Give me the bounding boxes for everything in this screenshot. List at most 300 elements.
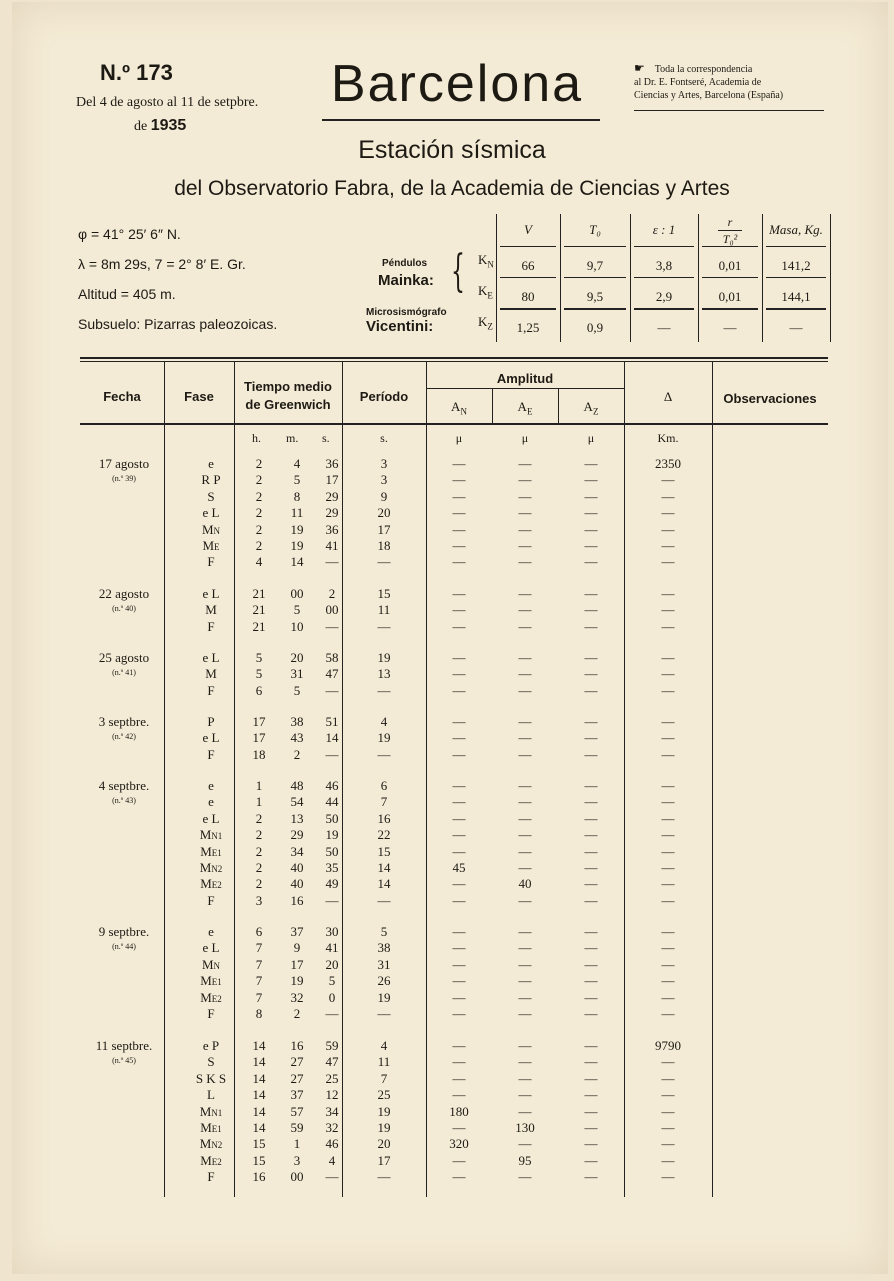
phase-sub: E2 xyxy=(211,994,222,1004)
component-sub: Z xyxy=(487,321,493,332)
cell-value: 6 xyxy=(255,683,263,698)
cell-value: 10 xyxy=(290,619,304,634)
cell-value: — xyxy=(584,893,598,908)
phase-letter: M xyxy=(200,876,212,891)
cell-value: — xyxy=(584,489,598,504)
phase-sub: E2 xyxy=(211,880,222,890)
amplitude-rule xyxy=(426,388,624,389)
cell-value: 2 xyxy=(255,876,263,891)
cell-value: — xyxy=(584,794,598,809)
cell-value: — xyxy=(452,538,466,553)
city-title: Barcelona xyxy=(330,55,584,113)
cell-value: 45 xyxy=(452,860,466,875)
cell-value: 00 xyxy=(325,602,339,617)
cell-value: 6 xyxy=(380,778,388,793)
phase-letter: M xyxy=(200,1120,212,1135)
brace: { xyxy=(451,246,465,297)
cell-value: 49 xyxy=(325,876,339,891)
cell-value: 17 xyxy=(290,957,304,972)
cell-value: 17 xyxy=(252,730,266,745)
cell-value: 2 xyxy=(255,827,263,842)
unit-az: μ xyxy=(587,431,595,445)
cell-value: 27 xyxy=(290,1071,304,1086)
correspondence-note xyxy=(634,62,854,102)
instr-value: — xyxy=(657,320,671,335)
cell-value: — xyxy=(661,876,675,891)
cell-value: — xyxy=(661,860,675,875)
correspondence-rule xyxy=(634,110,824,111)
cell-value: 14 xyxy=(252,1087,266,1102)
correspondence-line2: al Dr. E. Fontseré, Academia de xyxy=(634,77,762,88)
cell-value: 6 xyxy=(255,924,263,939)
cell-value: — xyxy=(661,778,675,793)
cell-value: 4 xyxy=(380,1038,388,1053)
cell-value: 14 xyxy=(252,1038,266,1053)
cell-value: 19 xyxy=(290,538,304,553)
bulletin-number: N.º 173 xyxy=(100,60,173,85)
instr-row-rule xyxy=(766,277,826,278)
cell-value: 54 xyxy=(290,794,304,809)
cell-value: — xyxy=(452,489,466,504)
cell-value: — xyxy=(518,1006,532,1021)
cell-value: 9 xyxy=(293,940,301,955)
cell-value: — xyxy=(661,1169,675,1184)
cell-value: 18 xyxy=(252,747,266,762)
cell-value: — xyxy=(452,730,466,745)
cell-value: 14 xyxy=(252,1120,266,1135)
cell-value: 35 xyxy=(325,860,339,875)
component-sub: E xyxy=(487,290,493,301)
header-amplitud: Amplitud xyxy=(496,371,554,386)
cell-value: — xyxy=(518,714,532,729)
cell-value: 4 xyxy=(328,1153,336,1168)
instr-value: 0,9 xyxy=(586,320,604,335)
cell-value: 26 xyxy=(377,973,391,988)
cell-value: 21 xyxy=(252,586,266,601)
cell-value: 320 xyxy=(449,1136,469,1151)
cell-value: — xyxy=(518,827,532,842)
cell-value: — xyxy=(661,1136,675,1151)
cell-value: — xyxy=(661,1054,675,1069)
phase-sub: N1 xyxy=(211,1108,223,1118)
cell-value: 5 xyxy=(293,602,301,617)
phase: e L xyxy=(202,650,220,665)
instr-value: 9,7 xyxy=(586,258,604,273)
cell-value: — xyxy=(452,683,466,698)
cell-value: — xyxy=(584,619,598,634)
cell-value: 9790 xyxy=(655,1038,681,1053)
cell-value: 2 xyxy=(255,522,263,537)
cell-value: 2 xyxy=(255,489,263,504)
cell-value: 14 xyxy=(252,1071,266,1086)
cell-value: — xyxy=(452,522,466,537)
cell-value: — xyxy=(661,472,675,487)
cell-value: — xyxy=(452,1006,466,1021)
cell-value: 17 xyxy=(377,1153,391,1168)
cell-value: 46 xyxy=(325,778,339,793)
cell-value: 5 xyxy=(380,924,388,939)
header-fase: Fase xyxy=(184,389,214,404)
unit-m: m. xyxy=(286,431,299,445)
phase: F xyxy=(207,619,215,634)
cell-value: — xyxy=(452,1071,466,1086)
cell-value: 50 xyxy=(325,844,339,859)
phase: L xyxy=(207,1087,215,1102)
component-letter: K xyxy=(478,283,488,298)
cell-value: 29 xyxy=(290,827,304,842)
cell-value: 38 xyxy=(290,714,304,729)
cell-value: — xyxy=(661,650,675,665)
cell-value: 7 xyxy=(255,957,263,972)
phase: M xyxy=(205,602,217,617)
cell-value: — xyxy=(584,472,598,487)
cell-value: — xyxy=(377,1006,391,1021)
cell-value: — xyxy=(518,1087,532,1102)
cell-value: 18 xyxy=(377,538,391,553)
cell-value: — xyxy=(661,489,675,504)
cell-value: 50 xyxy=(325,811,339,826)
cell-value: — xyxy=(452,505,466,520)
phase-sub: E1 xyxy=(211,1124,222,1134)
cell-value: 58 xyxy=(325,650,339,665)
cell-value: 5 xyxy=(255,650,263,665)
cell-value: 14 xyxy=(325,730,339,745)
cell-value: — xyxy=(584,1038,598,1053)
cell-value: — xyxy=(452,456,466,471)
cell-value: — xyxy=(377,893,391,908)
table-top-rule xyxy=(80,357,828,359)
phase-letter: M xyxy=(199,1136,212,1151)
group-number: (n.º 41) xyxy=(112,668,136,677)
cell-value: 19 xyxy=(377,650,391,665)
cell-value: — xyxy=(661,554,675,569)
cell-value: — xyxy=(452,1169,466,1184)
phase-sub: N xyxy=(213,961,221,971)
cell-value: 15 xyxy=(377,844,391,859)
instr-header: Masa, Kg. xyxy=(769,222,823,237)
microseismograph-label: Microsismógrafo xyxy=(366,307,447,318)
instr-value: — xyxy=(723,320,737,335)
cell-value: — xyxy=(584,827,598,842)
cell-value: — xyxy=(325,619,339,634)
phase-sub: N xyxy=(213,526,221,536)
cell-value: — xyxy=(518,602,532,617)
cell-value: 4 xyxy=(380,714,388,729)
cell-value: — xyxy=(452,650,466,665)
group-date: 3 septbre. xyxy=(98,714,150,729)
cell-value: 5 xyxy=(293,683,301,698)
cell-value: 31 xyxy=(377,957,391,972)
cell-value: 0 xyxy=(328,990,336,1005)
cell-value: — xyxy=(584,860,598,875)
phase: e xyxy=(208,794,214,809)
instr-row-rule xyxy=(634,277,694,278)
cell-value: — xyxy=(661,538,675,553)
instr-row-rule xyxy=(564,277,626,278)
cell-value: 2350 xyxy=(655,456,681,471)
cell-value: — xyxy=(661,811,675,826)
cell-value: 19 xyxy=(377,990,391,1005)
cell-value: — xyxy=(452,1153,466,1168)
cell-value: — xyxy=(584,505,598,520)
cell-value: 14 xyxy=(290,554,304,569)
cell-value: — xyxy=(452,1054,466,1069)
header-an-letter: A xyxy=(451,399,461,414)
phase: e xyxy=(208,924,214,939)
instr-row-rule xyxy=(634,246,694,247)
cell-value: 1 xyxy=(255,778,263,793)
cell-value: — xyxy=(518,778,532,793)
instr-header: T₀² xyxy=(722,232,738,246)
cell-value: — xyxy=(584,538,598,553)
cell-value: — xyxy=(661,990,675,1005)
header-periodo: Período xyxy=(359,389,409,404)
cell-value: 41 xyxy=(325,940,339,955)
cell-value: 19 xyxy=(377,730,391,745)
cell-value: — xyxy=(518,990,532,1005)
cell-value: — xyxy=(661,1153,675,1168)
cell-value: — xyxy=(661,619,675,634)
phase: S xyxy=(207,489,215,504)
instr-value: 9,5 xyxy=(586,289,604,304)
cell-value: — xyxy=(661,602,675,617)
unit-h: h. xyxy=(252,431,261,445)
header-az-letter: A xyxy=(583,399,593,414)
cell-value: — xyxy=(661,505,675,520)
group-number: (n.º 43) xyxy=(112,796,136,805)
cell-value: 8 xyxy=(255,1006,263,1021)
group-number: (n.º 45) xyxy=(112,1056,136,1065)
cell-value: — xyxy=(377,1169,391,1184)
phase: P xyxy=(207,714,215,729)
cell-value: — xyxy=(661,844,675,859)
cell-value: — xyxy=(377,747,391,762)
cell-value: 37 xyxy=(290,924,304,939)
cell-value: — xyxy=(518,1169,532,1184)
cell-value: 13 xyxy=(290,811,304,826)
cell-value: — xyxy=(518,538,532,553)
cell-value: — xyxy=(661,794,675,809)
phase: F xyxy=(207,554,215,569)
cell-value: 59 xyxy=(325,1038,339,1053)
header-observaciones: Observaciones xyxy=(723,391,817,406)
cell-value: — xyxy=(584,1087,598,1102)
cell-value: — xyxy=(584,990,598,1005)
cell-value: 00 xyxy=(290,1169,304,1184)
component-sub: N xyxy=(487,259,494,270)
cell-value: 3 xyxy=(380,472,388,487)
cell-value: — xyxy=(518,973,532,988)
group-date: 9 septbre. xyxy=(98,924,150,939)
cell-value: 2 xyxy=(255,472,263,487)
cell-value: — xyxy=(518,619,532,634)
cell-value: 8 xyxy=(293,489,301,504)
cell-value: — xyxy=(452,844,466,859)
cell-value: — xyxy=(452,876,466,891)
cell-value: 3 xyxy=(255,893,263,908)
cell-value: — xyxy=(584,683,598,698)
cell-value: — xyxy=(584,1006,598,1021)
cell-value: 40 xyxy=(290,876,304,891)
cell-value: — xyxy=(661,924,675,939)
cell-value: — xyxy=(584,1169,598,1184)
cell-value: — xyxy=(452,827,466,842)
phase: M xyxy=(205,666,217,681)
instr-row-rule xyxy=(564,246,626,247)
cell-value: — xyxy=(325,747,339,762)
cell-value: — xyxy=(518,747,532,762)
cell-value: — xyxy=(518,1104,532,1119)
phase-sub: N2 xyxy=(211,1140,223,1150)
cell-value: 1 xyxy=(255,794,263,809)
cell-value: 2 xyxy=(328,586,336,601)
cell-value: 15 xyxy=(252,1136,266,1151)
cell-value: 19 xyxy=(377,1104,391,1119)
cell-value: — xyxy=(518,666,532,681)
cell-value: — xyxy=(452,714,466,729)
cell-value: — xyxy=(518,924,532,939)
instr-row-rule xyxy=(500,277,556,278)
cell-value: 15 xyxy=(377,586,391,601)
instr-value: 3,8 xyxy=(655,258,673,273)
phase-letter: M xyxy=(200,844,212,859)
instr-row-rule xyxy=(766,308,826,310)
cell-value: 44 xyxy=(325,794,339,809)
cell-value: — xyxy=(518,811,532,826)
group-number: (n.º 44) xyxy=(112,942,136,951)
correspondence-line1: Toda la correspondencia xyxy=(654,64,753,75)
cell-value: — xyxy=(452,747,466,762)
cell-value: — xyxy=(377,619,391,634)
cell-value: 11 xyxy=(377,1054,391,1069)
cell-value: — xyxy=(518,730,532,745)
cell-value: 15 xyxy=(252,1153,266,1168)
cell-value: — xyxy=(518,940,532,955)
cell-value: 00 xyxy=(290,586,304,601)
cell-value: — xyxy=(661,586,675,601)
longitude: λ = 8m 29s, 7 = 2° 8′ E. Gr. xyxy=(78,256,246,272)
instr-value: 0,01 xyxy=(718,289,742,304)
cell-value: — xyxy=(584,1136,598,1151)
cell-value: 37 xyxy=(290,1087,304,1102)
cell-value: — xyxy=(661,893,675,908)
cell-value: 59 xyxy=(290,1120,304,1135)
cell-value: — xyxy=(518,489,532,504)
cell-value: — xyxy=(584,1104,598,1119)
cell-value: — xyxy=(452,1087,466,1102)
cell-value: — xyxy=(452,778,466,793)
cell-value: 16 xyxy=(290,1038,304,1053)
cell-value: — xyxy=(452,973,466,988)
cell-value: 36 xyxy=(325,456,339,471)
cell-value: 7 xyxy=(380,1071,388,1086)
cell-value: — xyxy=(584,844,598,859)
phase: F xyxy=(207,1006,215,1021)
header-ae-sub: E xyxy=(526,406,533,417)
group-date: 22 agosto xyxy=(98,586,150,601)
cell-value: 22 xyxy=(377,827,391,842)
cell-value: 130 xyxy=(515,1120,535,1135)
phase: e xyxy=(208,778,214,793)
cell-value: 11 xyxy=(377,602,391,617)
header-delta: Δ xyxy=(663,389,673,404)
phase: F xyxy=(207,747,215,762)
cell-value: — xyxy=(661,683,675,698)
cell-value: 21 xyxy=(252,602,266,617)
cell-value: 180 xyxy=(449,1104,469,1119)
component-letter: K xyxy=(478,314,488,329)
table-top-rule-2 xyxy=(80,361,828,362)
cell-value: — xyxy=(661,1120,675,1135)
cell-value: 31 xyxy=(290,666,304,681)
header-fecha: Fecha xyxy=(103,389,141,404)
cell-value: 7 xyxy=(255,973,263,988)
cell-value: 20 xyxy=(377,505,391,520)
phase: e L xyxy=(202,811,220,826)
observatory-subtitle: del Observatorio Fabra, de la Academia de Ciencias y Artes xyxy=(174,177,730,200)
cell-value: 14 xyxy=(377,860,391,875)
instr-value: 80 xyxy=(521,289,535,304)
cell-value: — xyxy=(661,1104,675,1119)
instr-row-rule xyxy=(702,246,758,247)
cell-value: 14 xyxy=(252,1104,266,1119)
phase-letter: M xyxy=(200,990,212,1005)
station-subtitle: Estación sísmica xyxy=(358,136,546,164)
cell-value: — xyxy=(661,522,675,537)
cell-value: — xyxy=(452,924,466,939)
cell-value: — xyxy=(452,1120,466,1135)
instr-row-rule xyxy=(500,246,556,247)
cell-value: 16 xyxy=(252,1169,266,1184)
cell-value: 17 xyxy=(325,472,339,487)
header-az xyxy=(558,399,624,420)
cell-value: — xyxy=(584,940,598,955)
cell-value: 34 xyxy=(325,1104,339,1119)
title-underline xyxy=(322,119,600,121)
phase: e xyxy=(208,456,214,471)
cell-value: 20 xyxy=(290,650,304,665)
phase-sub: E2 xyxy=(211,1157,222,1167)
cell-value: — xyxy=(518,522,532,537)
cell-value: — xyxy=(518,1071,532,1086)
cell-value: — xyxy=(452,893,466,908)
cell-value: — xyxy=(584,811,598,826)
phase-letter: M xyxy=(200,973,212,988)
cell-value: 17 xyxy=(377,522,391,537)
cell-value: 11 xyxy=(290,505,304,520)
header-an xyxy=(426,399,492,420)
cell-value: — xyxy=(584,876,598,891)
phase-sub: E xyxy=(214,542,220,552)
cell-value: — xyxy=(452,1038,466,1053)
cell-value: 40 xyxy=(518,876,532,891)
cell-value: 41 xyxy=(325,538,339,553)
cell-value: — xyxy=(661,1006,675,1021)
cell-value: — xyxy=(518,957,532,972)
cell-value: — xyxy=(584,924,598,939)
instr-header: r xyxy=(727,215,733,229)
cell-value: 19 xyxy=(325,827,339,842)
cell-value: 4 xyxy=(293,456,301,471)
year-line xyxy=(134,117,186,135)
phase-sub: N1 xyxy=(211,831,223,841)
group-date: 4 septbre. xyxy=(98,778,150,793)
date-range: Del 4 de agosto al 11 de setpbre. xyxy=(76,95,259,110)
phase-sub: N2 xyxy=(211,864,223,874)
instr-value: — xyxy=(789,320,803,335)
cell-value: — xyxy=(584,1054,598,1069)
unit-s: s. xyxy=(322,431,330,445)
